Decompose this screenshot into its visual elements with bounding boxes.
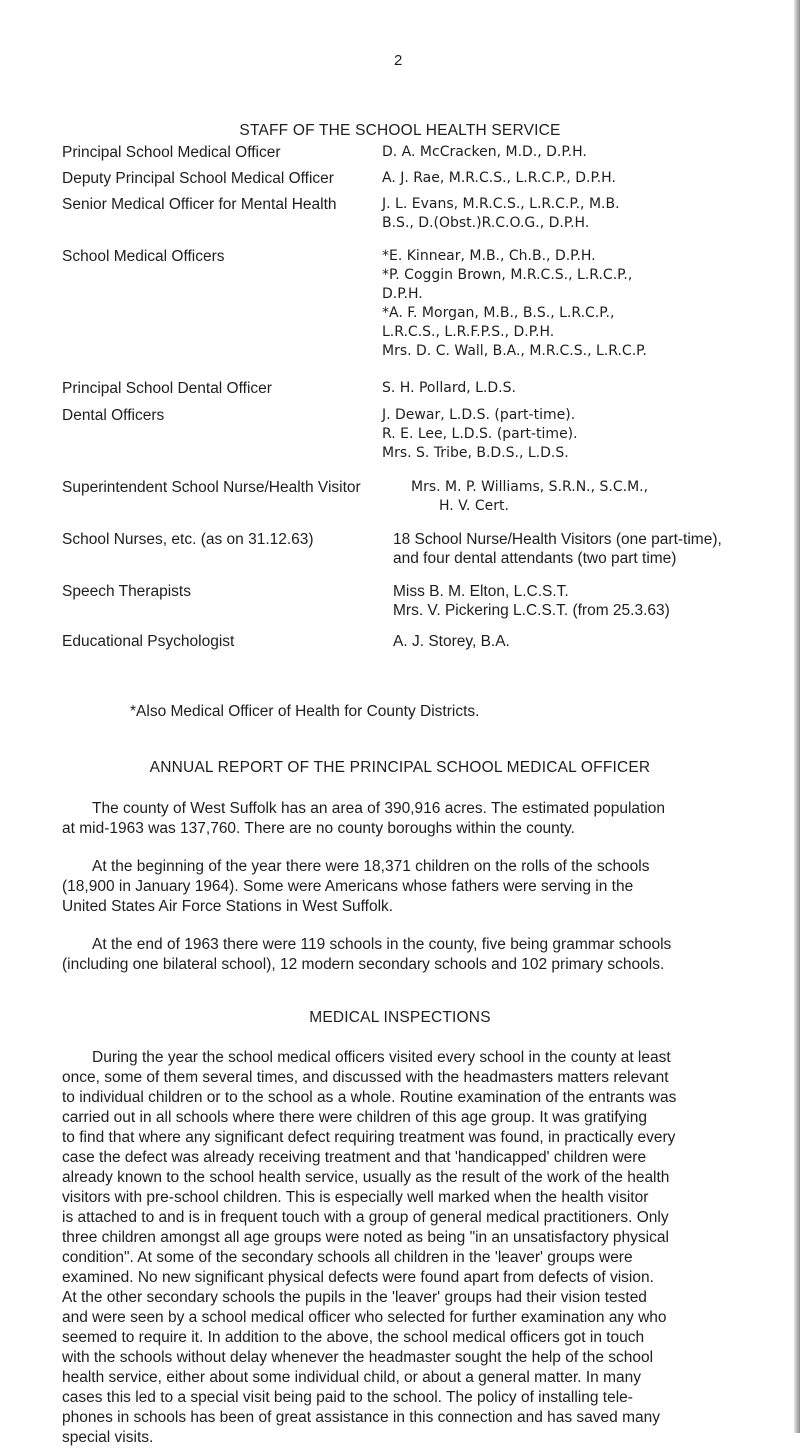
staff-names <box>382 195 792 233</box>
paragraph-text: During the year the school medical officers visited every school in the county at least once, some of them several times, and discussed with the headmasters matters relevant to individual children or to the school as a whole. Routine examination of the entrants was carried out in all schools where there were children of this age group. It was gratifying to find that where any significant defect requiring treatment was found, in practically every case the defect was already receiving treatment and that 'handicapped' children were already known to the school health service, usually as the result of the work of the health visitors with pre-school children. This is especially well marked when the health visitor is attached to and is in frequent touch with a group of general medical practitioners. Only three children amongst all age groups were noted as being "in an unsatisfactory physical condition". At some of the secondary schools all children in the 'leaver' groups were examined. No new significant physical defects were found apart from defects of vision. At the other secondary schools the pupils in the 'leaver' groups had their vision tested and were seen by a school medical officer who selected for further examination any who seemed to require it. In addition to the above, the school medical officers got in touch with the schools without delay whenever the headmaster sought the help of the school health service, either about some individual child, or about a general matter. In many cases this led to a special visit being paid to the school. The policy of installing tele- phones in schools has been of great assistance in this connection and has saved many special visits. <box>62 1049 677 1446</box>
inspection-paragraph <box>62 1048 794 1448</box>
paragraph-text: The county of West Suffolk has an area of 390,916 acres. The estimated population at mid-1963 was 137,760. There are no county boroughs within the county. <box>62 800 666 837</box>
footnote: *Also Medical Officer of Health for County Districts. <box>130 703 480 720</box>
staff-role: Dental Officers <box>62 407 165 424</box>
staff-role: Speech Therapists <box>62 583 191 600</box>
staff-name-line: B.S., D.(Obst.)R.C.O.G., D.P.H. <box>382 215 590 231</box>
page-edge-shadow <box>794 0 800 1433</box>
staff-name-line: Mrs. M. P. Williams, S.R.N., S.C.M., <box>411 479 649 495</box>
staff-row <box>62 379 792 406</box>
staff-role: Senior Medical Officer for Mental Health <box>62 196 337 213</box>
staff-name-line: *P. Coggin Brown, M.R.C.S., L.R.C.P., <box>382 267 633 283</box>
staff-names <box>393 582 792 620</box>
staff-name-line: and four dental attendants (two part time) <box>393 550 677 567</box>
staff-role: School Nurses, etc. (as on 31.12.63) <box>62 531 314 548</box>
paragraph-text: At the end of 1963 there were 119 schools in the county, five being grammar schools (including one bilateral school), 12 modern secondary schools and 102 primary schools. <box>62 936 672 973</box>
staff-name-line: H. V. Cert. <box>439 498 509 514</box>
intro-paragraph <box>62 857 794 917</box>
staff-name-line: S. H. Pollard, L.D.S. <box>382 380 516 396</box>
staff-names <box>382 169 792 188</box>
staff-list <box>62 143 792 656</box>
staff-role: Principal School Dental Officer <box>62 380 272 397</box>
staff-role: School Medical Officers <box>62 248 225 265</box>
staff-names <box>382 406 792 463</box>
staff-row <box>62 582 792 632</box>
staff-row <box>62 169 792 195</box>
paragraph-text: At the beginning of the year there were 18,371 children on the rolls of the schools (18,900 in January 1964). Some were Americans whose fathers were serving in the United States Air Force Stations in West Suffolk. <box>62 858 650 915</box>
staff-role: Educational Psychologist <box>62 633 235 650</box>
staff-name-line: R. E. Lee, L.D.S. (part-time). <box>382 426 578 442</box>
staff-name-line: *A. F. Morgan, M.B., B.S., L.R.C.P., <box>382 305 615 321</box>
staff-name-line: D. A. McCracken, M.D., D.P.H. <box>382 144 587 160</box>
page-number: 2 <box>394 52 403 69</box>
staff-row <box>62 195 792 247</box>
staff-names <box>393 530 792 568</box>
staff-name-line: J. Dewar, L.D.S. (part-time). <box>382 407 576 423</box>
staff-name-line: Mrs. S. Tribe, B.D.S., L.D.S. <box>382 445 569 461</box>
staff-names <box>382 247 792 361</box>
staff-name-line: Mrs. V. Pickering L.C.S.T. (from 25.3.63) <box>393 602 670 619</box>
staff-row <box>62 632 792 656</box>
staff-row <box>62 406 792 478</box>
staff-name-line: D.P.H. <box>382 286 423 302</box>
staff-role: Deputy Principal School Medical Officer <box>62 170 334 187</box>
staff-role: Principal School Medical Officer <box>62 144 281 161</box>
staff-name-line: J. L. Evans, M.R.C.S., L.R.C.P., M.B. <box>382 196 620 212</box>
staff-names <box>382 379 792 398</box>
report-heading: ANNUAL REPORT OF THE PRINCIPAL SCHOOL MEDICAL OFFICER <box>149 759 651 776</box>
staff-names <box>382 143 792 162</box>
staff-name-line: L.R.C.S., L.R.F.P.S., D.P.H. <box>382 324 555 340</box>
staff-row <box>62 530 792 582</box>
staff-name-line: Mrs. D. C. Wall, B.A., M.R.C.S., L.R.C.P. <box>382 343 647 359</box>
intro-paragraph <box>62 935 794 975</box>
section-heading: MEDICAL INSPECTIONS <box>309 1009 491 1026</box>
staff-name-line: A. J. Storey, B.A. <box>393 633 510 650</box>
intro-paragraph <box>62 799 794 839</box>
staff-row <box>62 478 792 530</box>
staff-name-line: Miss B. M. Elton, L.C.S.T. <box>393 583 569 600</box>
staff-names <box>393 632 792 651</box>
staff-name-line: 18 School Nurse/Health Visitors (one part-time), <box>393 531 722 548</box>
staff-role: Superintendent School Nurse/Health Visitor <box>62 479 361 496</box>
staff-heading: STAFF OF THE SCHOOL HEALTH SERVICE <box>239 122 561 139</box>
staff-name-line: *E. Kinnear, M.B., Ch.B., D.P.H. <box>382 248 596 264</box>
staff-names <box>411 478 792 516</box>
staff-name-line: A. J. Rae, M.R.C.S., L.R.C.P., D.P.H. <box>382 170 616 186</box>
staff-row <box>62 247 792 379</box>
staff-row <box>62 143 792 169</box>
